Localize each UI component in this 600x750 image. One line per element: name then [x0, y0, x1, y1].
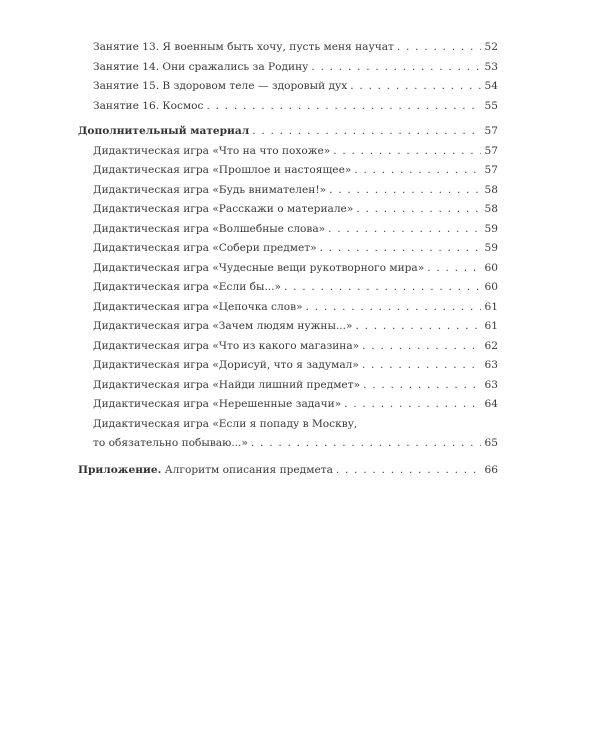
toc-page-number: 57 [484, 125, 498, 137]
dot-leader [251, 434, 481, 454]
toc-entry[interactable] [78, 181, 498, 201]
dot-leader [252, 122, 481, 142]
toc-entry-title: Дидактическая игра «Зачем людям нужны...» [93, 320, 353, 332]
toc-entry[interactable] [78, 161, 498, 181]
toc-entry[interactable] [78, 77, 498, 97]
toc-entry-title: Занятие 13. Я военным быть хочу, пусть меня научат [93, 41, 394, 53]
toc-entry[interactable] [78, 298, 498, 318]
toc-entry[interactable] [78, 317, 498, 337]
dot-leader [356, 317, 482, 337]
toc-page-number: 54 [484, 80, 498, 92]
toc-entry-title: Дидактическая игра «Найди лишний предмет» [93, 378, 361, 391]
toc-entry-title: Дидактическая игра «Что из какого магазина» [93, 339, 360, 352]
toc-section-title: Дополнительный материал [78, 125, 250, 137]
toc-page-number: 59 [484, 242, 498, 254]
dot-leader [320, 239, 481, 259]
appendix-label: Приложение. [78, 463, 162, 476]
dot-leader [207, 97, 482, 117]
toc-page-number: 63 [484, 359, 498, 371]
toc-entry-title: Занятие 14. Они сражались за Родину [93, 60, 309, 73]
toc-entry-title: Дидактическая игра «Цепочка слов» [93, 300, 303, 313]
toc-page-number: 58 [484, 203, 498, 215]
toc-appendix-title [78, 461, 333, 481]
dot-leader [311, 58, 481, 78]
toc-entry-title-line2: то обязательно побываю...» [93, 437, 248, 449]
toc-section-extra[interactable] [78, 122, 498, 142]
toc-entry-title: Занятие 16. Космос [93, 99, 204, 112]
dot-leader [344, 395, 481, 415]
toc-entry[interactable] [78, 337, 498, 357]
toc-entry-title-line1: Дидактическая игра «Если я попаду в Москву, [93, 417, 358, 430]
toc-entry[interactable] [78, 356, 498, 376]
appendix-title-text: Алгоритм описания предмета [164, 463, 333, 476]
toc-entry-title: Дидактическая игра «Собери предмет» [93, 242, 317, 254]
toc-entry-title: Дидактическая игра «Прошлое и настоящее» [93, 164, 352, 176]
toc-page-number: 61 [484, 300, 498, 313]
toc-entry[interactable] [78, 376, 498, 396]
toc-page-number: 52 [484, 41, 498, 53]
toc-page-number: 55 [484, 99, 498, 112]
toc-entry-multiline[interactable] [78, 415, 498, 454]
toc-page-number: 61 [484, 320, 498, 332]
toc-entry-line2 [93, 434, 498, 454]
dot-leader [427, 259, 481, 279]
dot-leader [284, 278, 481, 298]
toc-entry[interactable] [78, 278, 498, 298]
toc-entry-title: Дидактическая игра «Волшебные слова» [93, 222, 326, 235]
toc-page-number: 60 [484, 261, 498, 274]
toc-page-number: 53 [484, 60, 498, 73]
toc-entry-title: Дидактическая игра «Что на что похоже» [93, 144, 331, 157]
toc-entry[interactable] [78, 38, 498, 58]
toc-entry-title: Дидактическая игра «Будь внимателен!» [93, 183, 327, 196]
toc-entry-title: Дидактическая игра «Расскажи о материале» [93, 203, 354, 215]
toc-entry[interactable] [78, 239, 498, 259]
toc-page-number: 57 [484, 144, 498, 157]
toc-page-number: 62 [484, 339, 498, 352]
toc-entry[interactable] [78, 200, 498, 220]
toc-page-number: 66 [484, 463, 498, 476]
toc-entry[interactable] [78, 142, 498, 162]
toc-entry[interactable] [78, 259, 498, 279]
dot-leader [336, 461, 481, 481]
dot-leader [362, 356, 481, 376]
dot-leader [356, 200, 481, 220]
dot-leader [363, 376, 481, 396]
dot-leader [306, 298, 481, 318]
toc-entry[interactable] [78, 97, 498, 117]
toc-entry-title: Дидактическая игра «Дорисуй, что я задумал» [93, 359, 359, 371]
toc-page-number: 57 [484, 164, 498, 176]
toc-page-number: 59 [484, 222, 498, 235]
toc-entry-title: Дидактическая игра «Нерешенные задачи» [93, 398, 342, 410]
toc-entry-title: Дидактическая игра «Чудесные вещи рукотворного мира» [93, 261, 425, 274]
toc-page-number: 64 [484, 398, 498, 410]
dot-leader [350, 77, 481, 97]
toc-entry[interactable] [78, 58, 498, 78]
toc-entry[interactable] [78, 220, 498, 240]
dot-leader [328, 220, 481, 240]
dot-leader [362, 337, 481, 357]
dot-leader [354, 161, 481, 181]
dot-leader [333, 142, 481, 162]
toc-entry-title: Занятие 15. В здоровом теле — здоровый дух [93, 80, 348, 92]
toc-page-number: 65 [484, 437, 498, 449]
toc-page-number: 63 [484, 378, 498, 391]
toc-entry[interactable] [78, 395, 498, 415]
toc-section-appendix[interactable] [78, 461, 498, 481]
toc-page-number: 60 [484, 281, 498, 293]
toc-entry-title: Дидактическая игра «Если бы...» [93, 281, 282, 293]
toc-page-number: 58 [484, 183, 498, 196]
table-of-contents [78, 38, 498, 480]
dot-leader [329, 181, 481, 201]
dot-leader [397, 38, 481, 58]
